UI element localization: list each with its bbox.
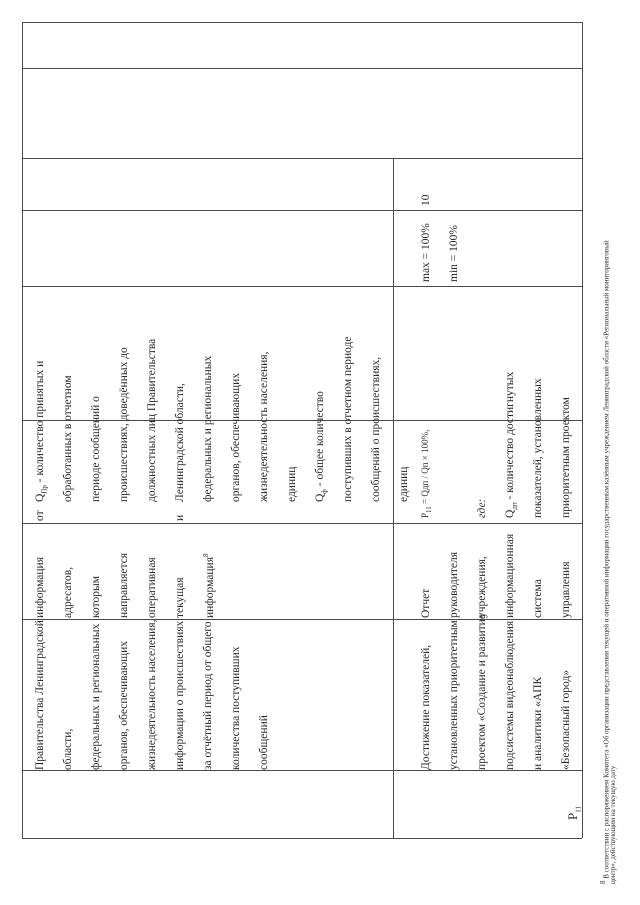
row1-col2-line [203, 554, 216, 619]
row1-col3-line: происшествиях, доведённых до [118, 347, 130, 502]
row1-col1-line: области, [62, 728, 74, 770]
row1-col3-line: обработанных в отчетном [62, 375, 74, 502]
q-subscript: дп [510, 502, 519, 510]
table-line [22, 286, 582, 287]
row2-col3-line: приоритетным проектом [560, 397, 572, 518]
q-subscript: ф [320, 489, 329, 494]
footnote-line: центр», действующим на текущую дату [609, 765, 617, 884]
q-subscript: Пр [40, 485, 49, 494]
row1-col2-line: направляется [118, 552, 130, 618]
row1-col3-line: единиц [286, 466, 298, 502]
formula-body: = Qдп / Qп × 100%, [420, 429, 430, 504]
row2-col1-line: и аналитики «АПК [532, 676, 544, 770]
table-line [22, 22, 23, 838]
formula-sub: 11 [424, 506, 433, 513]
footnote-ref: 8 [202, 553, 210, 557]
row1-col2-text: информация [203, 557, 216, 618]
row1-col2-line: которым [90, 576, 102, 618]
row1-col3b-text: - общее количество [314, 391, 326, 487]
row2-weight: 10 [420, 194, 432, 206]
row2-col1-line: «Безопасный город» [560, 669, 572, 770]
row1-col3-line: должностных лиц Правительства [146, 338, 158, 502]
row1-col2-line: оперативная [146, 557, 158, 618]
row2-where: где: [476, 498, 488, 518]
table-line [22, 68, 582, 69]
row2-col2-line: Отчет [420, 588, 432, 618]
row2-id-letter: P [565, 812, 580, 820]
row1-col3-line: органов, обеспечивающих [230, 373, 242, 502]
table-line [22, 210, 582, 211]
row1-col3-prefix: от [34, 510, 46, 521]
table-line [582, 22, 583, 838]
table-line [22, 158, 582, 159]
row1-col2-line: информация [34, 557, 46, 618]
table-line [22, 770, 582, 771]
row2-col1-line: проектом «Создание и развитие [476, 614, 488, 770]
row2-col1-line: Достижение показателей, [420, 644, 432, 770]
row2-col3-text: - количество достигнутых [504, 371, 516, 500]
footnote-mark: 8 [599, 880, 607, 884]
row1-col3-prefix2: и [174, 514, 186, 521]
row2-col2-line: учреждения, [476, 556, 488, 618]
table-line [22, 22, 582, 23]
row1-col3-line: периоде сообщений о [90, 396, 102, 502]
row1-col3-line [35, 361, 48, 502]
row1-col1-line: Правительства Ленинградской [34, 620, 46, 770]
row2-col2-line: информационная [504, 533, 516, 618]
footnote-text: В соответствии с распоряжением Комитета «Об организации представления текущей и оперативной информации государственным казённым учреждением Ленинградской области «Региональный мониторинговый [602, 240, 611, 879]
row1-col3-line: федеральных и региональных [202, 355, 214, 502]
row1-col3b-line: единиц [398, 466, 410, 502]
row1-col1-line: жизнедеятельность населения, [146, 619, 158, 770]
row2-limit-min: min = 100% [448, 225, 460, 282]
row1-col3-text: - количество принятых и [34, 360, 46, 483]
q-symbol: Q [504, 509, 516, 518]
row1-col1-line: информации о происшествиях [174, 620, 186, 770]
table-line [22, 420, 582, 421]
row1-col3-line: Ленинградской области, [174, 383, 186, 502]
table-line [22, 619, 582, 620]
row1-col3-line: жизнедеятельность населения, [258, 351, 270, 502]
row2-id-sub: 11 [574, 806, 583, 813]
row1-col3b-line: сообщений о происшествиях, [370, 356, 382, 502]
row1-col3b-line [315, 391, 328, 502]
table-line [22, 838, 582, 839]
row2-col2-line: система [532, 579, 544, 618]
row1-col3b-line: поступивших в отчетном периоде [342, 336, 354, 502]
q-symbol: Q [34, 493, 46, 502]
row1-col2-line: адресатов, [62, 566, 74, 618]
row2-id [566, 806, 583, 820]
row2-col3-line: показателей, установленных [532, 378, 544, 518]
row2-col2-line: управления [560, 561, 572, 618]
table-line [393, 158, 394, 838]
row1-col2-line: текущая [174, 577, 186, 618]
row1-col1-line: сообщений [258, 715, 270, 770]
row1-col1-line: за отчётный период от общего [202, 621, 214, 770]
row2-col1-line: установленных приоритетным [448, 620, 460, 770]
row1-col1-line: органов, обеспечивающих [118, 641, 130, 770]
row2-col1-line: подсистемы видеонаблюдения [504, 620, 516, 770]
row1-col1-line: количества поступивших [230, 646, 242, 770]
table-line [22, 523, 582, 524]
row2-col2-line: руководителя [448, 551, 460, 618]
formula-var: P [420, 512, 430, 518]
q-symbol: Q [314, 493, 326, 502]
row2-formula [421, 430, 433, 518]
row1-col1-line: федеральных и региональных [90, 623, 102, 770]
row2-col3-line [505, 372, 518, 518]
row2-limit-max: max = 100% [420, 223, 432, 282]
